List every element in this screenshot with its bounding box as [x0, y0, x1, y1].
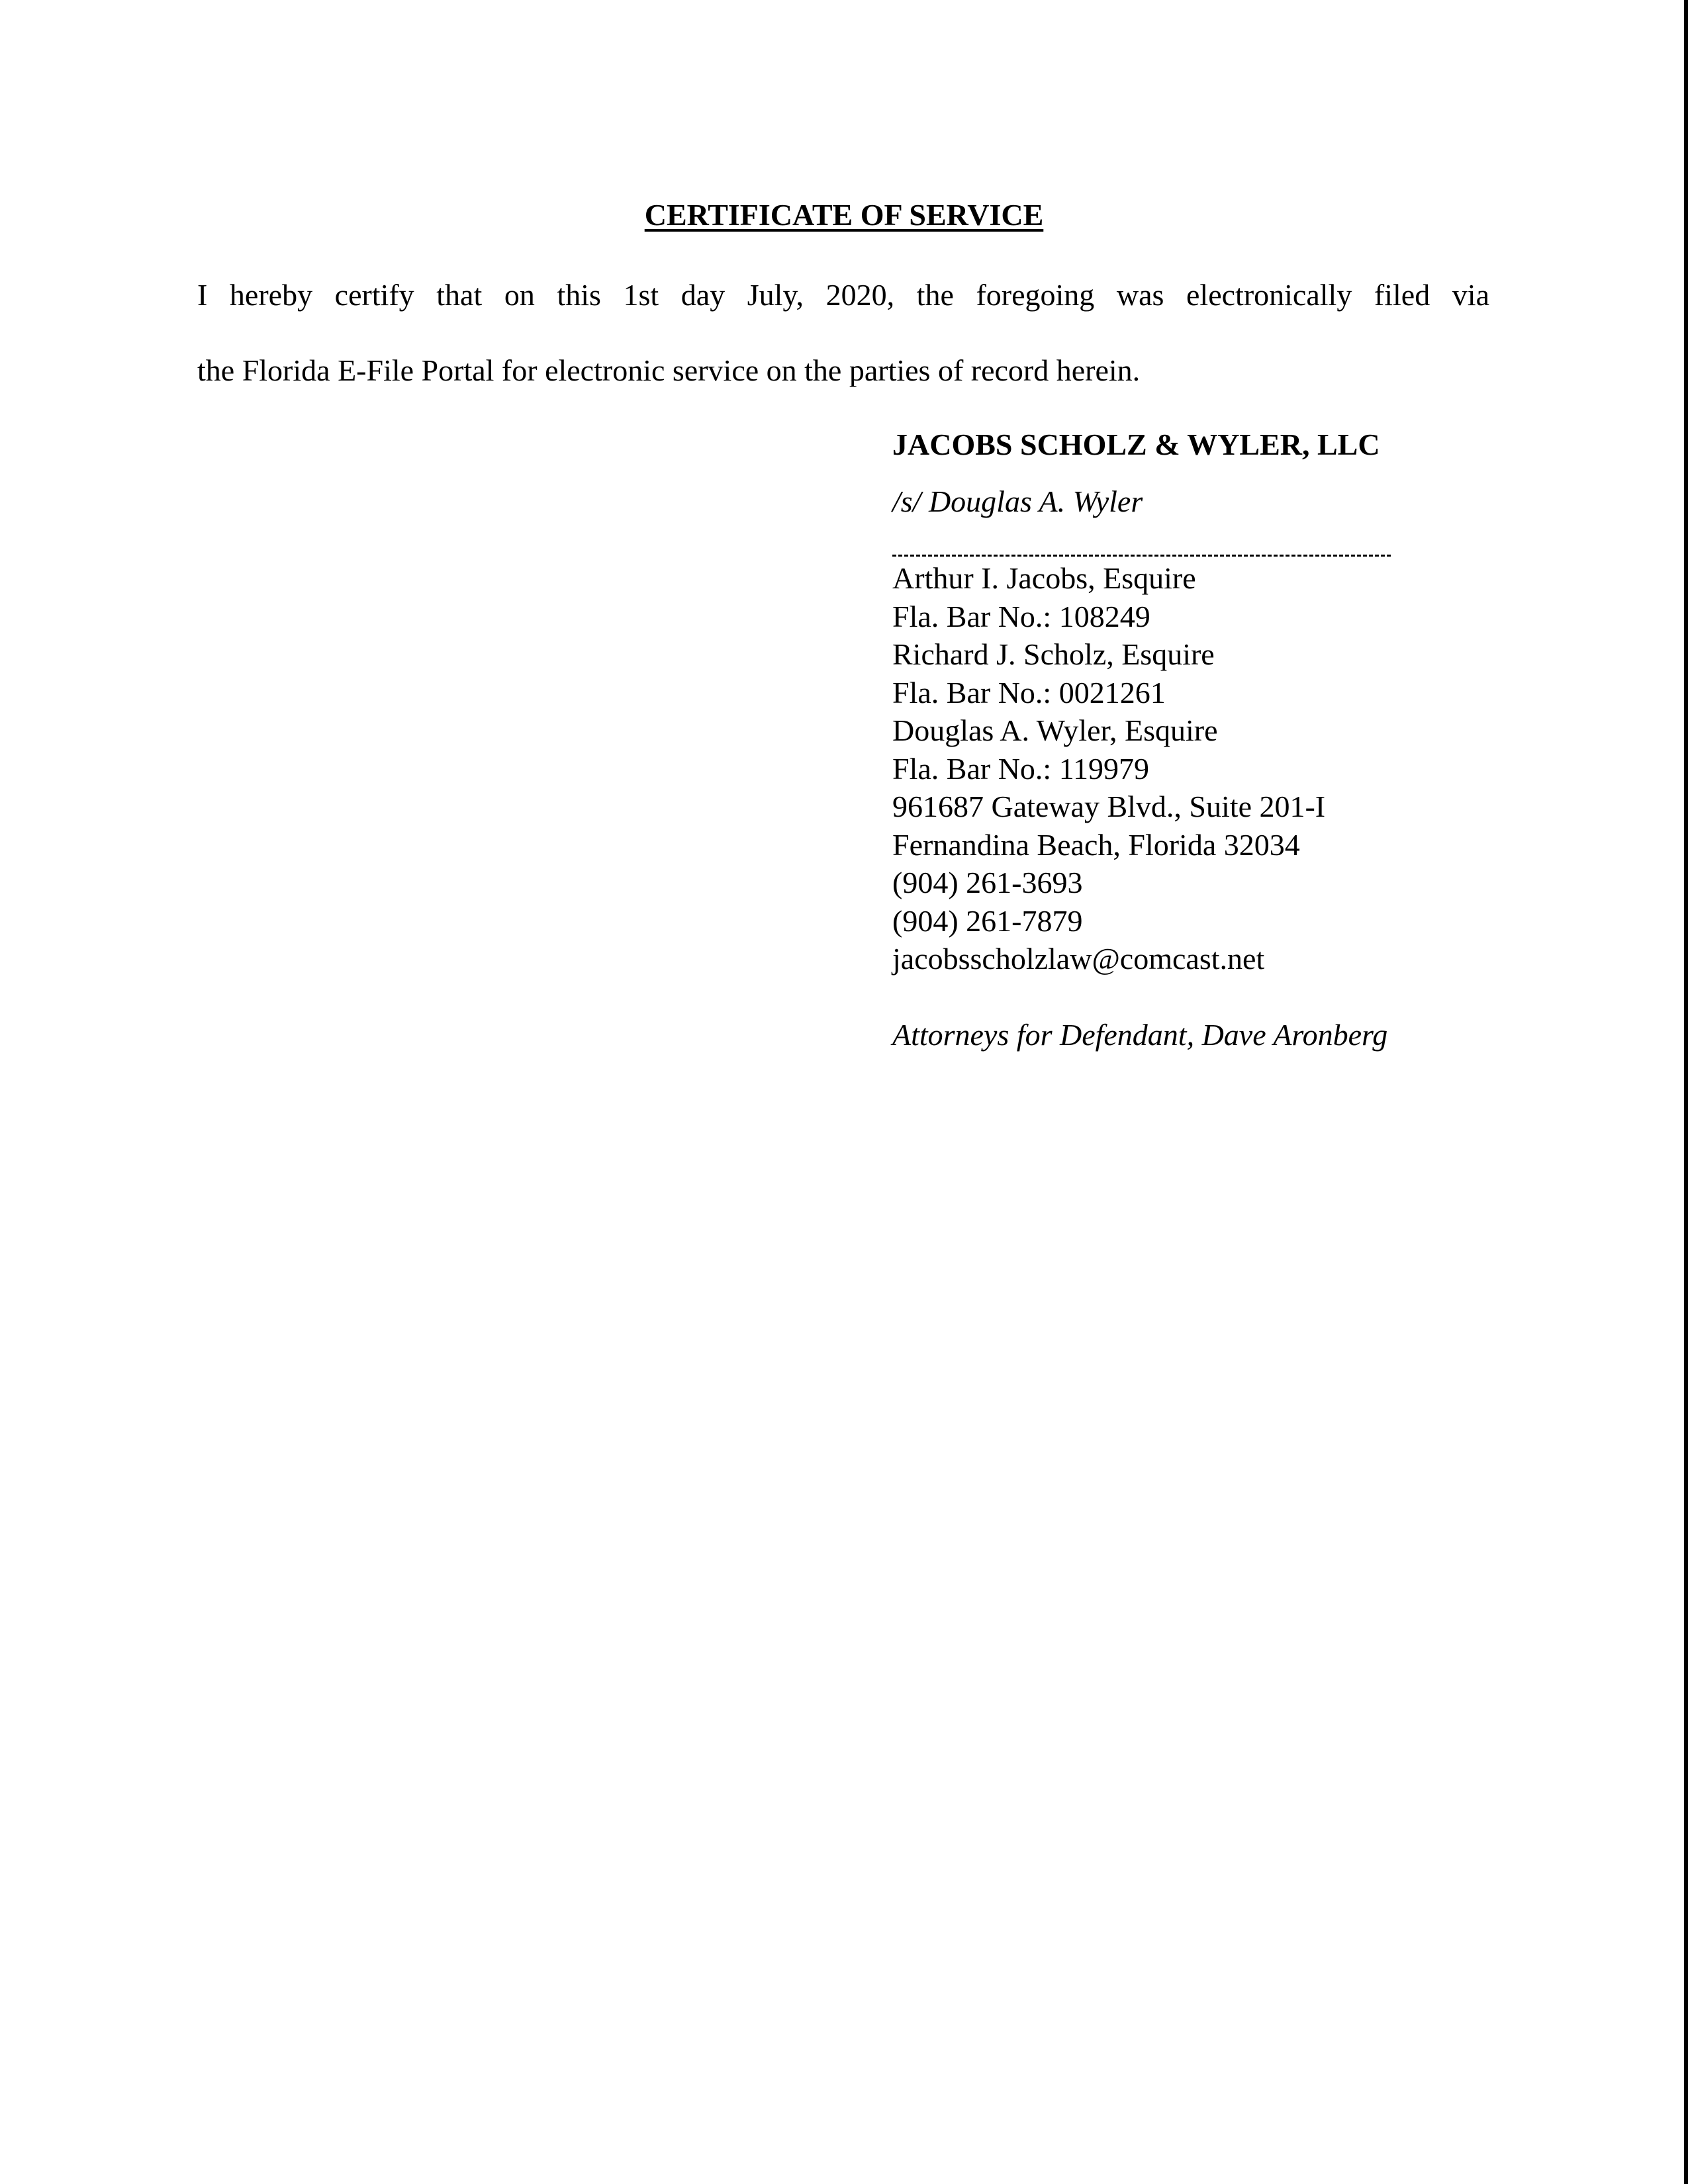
signature-line: [892, 555, 1391, 557]
electronic-signature: /s/ Douglas A. Wyler: [892, 484, 1143, 518]
attorney-name-scholz: Richard J. Scholz, Esquire: [892, 637, 1215, 671]
attorney-contact-block: [892, 559, 1325, 978]
city-state-zip: Fernandina Beach, Florida 32034: [892, 827, 1300, 862]
attorneys-for-line: Attorneys for Defendant, Dave Aronberg: [892, 1018, 1388, 1052]
law-firm-name: JACOBS SCHOLZ & WYLER, LLC: [892, 428, 1380, 461]
document-title: CERTIFICATE OF SERVICE: [644, 198, 1044, 232]
bar-number-wyler: Fla. Bar No.: 119979: [892, 751, 1149, 786]
street-address: 961687 Gateway Blvd., Suite 201-I: [892, 790, 1326, 823]
attorney-name-jacobs: Arthur I. Jacobs, Esquire: [892, 561, 1196, 595]
bar-number-scholz: Fla. Bar No.: 0021261: [892, 675, 1166, 709]
email-address: jacobsscholzlaw@comcast.net: [892, 942, 1265, 976]
bar-number-jacobs: Fla. Bar No.: 108249: [892, 599, 1150, 633]
fax-number: (904) 261-7879: [892, 903, 1083, 938]
certification-text-line-2: the Florida E-File Portal for electronic service on the parties of record herein.: [197, 353, 1141, 387]
attorney-name-wyler: Douglas A. Wyler, Esquire: [892, 713, 1218, 747]
phone-number: (904) 261-3693: [892, 866, 1083, 899]
page-edge-border: [1684, 0, 1688, 2184]
certification-text-line-1: I hereby certify that on this 1st day July, 2020, the foregoing was electronically filed via: [197, 278, 1489, 312]
